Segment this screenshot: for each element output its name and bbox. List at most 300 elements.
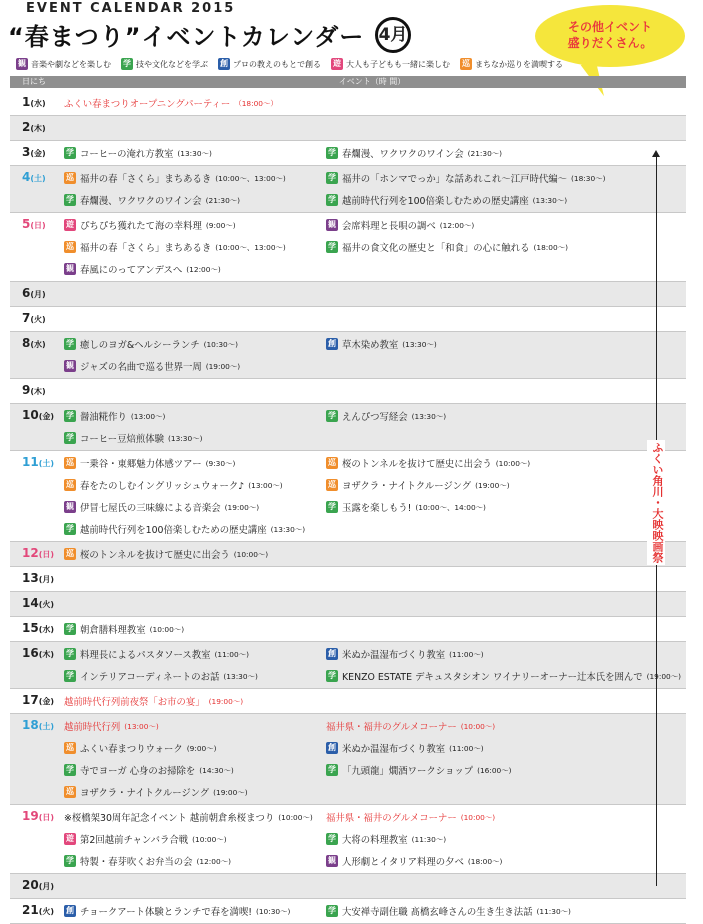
event-item[interactable] <box>58 359 326 373</box>
day-number: 16 <box>22 646 39 660</box>
event-time: (9:00〜) <box>205 220 236 230</box>
event-time: (11:00〜) <box>214 649 249 659</box>
event-category-icon: 観 <box>66 502 74 511</box>
day-cell <box>10 874 58 898</box>
event-name: 越前時代行列を100倍楽しむための歴史講座 <box>342 196 529 207</box>
legend-label: プロの教えのもとで創る <box>233 59 321 69</box>
event-name: KENZO ESTATE デキュスタシオン ワイナリーオーナー辻本氏を囲んで <box>342 672 643 683</box>
event-category-icon: 学 <box>66 856 74 865</box>
event-item[interactable] <box>58 810 326 824</box>
event-time: (13:30〜) <box>270 524 306 534</box>
event-item[interactable] <box>58 456 326 470</box>
day-cell <box>10 567 58 591</box>
event-item[interactable] <box>326 478 510 492</box>
weekday: (木) <box>30 387 46 396</box>
event-category-icon: 学 <box>328 834 336 843</box>
event-category-icon: 学 <box>66 765 74 774</box>
event-item[interactable] <box>326 218 474 232</box>
day-row <box>10 166 686 213</box>
weekday: (水) <box>38 625 55 634</box>
day-number: 11 <box>22 455 39 469</box>
day-row <box>10 141 686 166</box>
event-name: 越前時代行列前夜祭「お市の宴」 <box>64 697 205 708</box>
event-time: (11:30〜) <box>536 906 571 916</box>
event-time: (13:30〜) <box>532 195 568 205</box>
weekday: (土) <box>38 722 55 731</box>
event-time: (19:00〜) <box>224 502 260 512</box>
day-cell <box>10 332 58 378</box>
event-name: 米ぬか温湿布づくり教室 <box>342 650 446 661</box>
event-line <box>58 427 686 449</box>
event-line <box>58 117 686 139</box>
day-cell <box>10 404 58 450</box>
legend-item <box>218 58 321 70</box>
event-name: 玉露を楽しもう! <box>342 503 412 514</box>
weekday: (木) <box>38 650 55 659</box>
event-name: 伊冒七屋氏の三味線による音楽会 <box>80 503 221 514</box>
day-cell <box>10 141 58 165</box>
event-line <box>58 618 686 640</box>
day-row <box>10 874 686 899</box>
legend-item <box>121 58 208 70</box>
event-category-icon: 学 <box>328 242 336 251</box>
side-banner: ふくい角川・大映映画祭 <box>647 440 665 565</box>
event-line <box>58 333 686 355</box>
day-number: 2 <box>22 120 31 134</box>
event-item[interactable] <box>58 478 326 492</box>
event-category-icon: 学 <box>66 649 74 658</box>
event-line <box>58 665 686 687</box>
calendar-supertitle: EVENT CALENDAR 2015 <box>26 1 236 16</box>
event-line <box>58 92 686 114</box>
event-line <box>58 543 686 565</box>
event-calendar <box>10 91 686 924</box>
event-name: 福井の春「さくら」まちあるき <box>80 174 212 185</box>
event-time: (10:00〜) <box>149 624 185 634</box>
event-line <box>58 806 686 828</box>
event-item[interactable] <box>58 262 326 276</box>
event-item[interactable] <box>58 785 326 799</box>
event-time: (11:30〜) <box>411 834 447 844</box>
event-time: (10:00〜) <box>460 812 496 822</box>
event-line <box>58 380 686 402</box>
legend-label: 大人も子どもも一緒に楽しむ <box>346 59 450 69</box>
event-time: (12:00〜) <box>196 856 231 866</box>
event-line <box>58 355 686 377</box>
day-row <box>10 899 686 924</box>
day-row <box>10 542 686 567</box>
category-icon: 観 <box>18 59 26 68</box>
weekday: (水) <box>30 99 46 108</box>
event-category-icon: 創 <box>328 649 336 658</box>
event-name: 人形劇とイタリア料理の夕べ <box>342 857 464 868</box>
day-row <box>10 567 686 592</box>
day-cell <box>10 592 58 616</box>
event-name: 福井県・福井のグルメコーナー <box>326 722 457 733</box>
event-item[interactable] <box>326 456 530 470</box>
event-item[interactable] <box>326 337 437 351</box>
event-line <box>58 875 686 897</box>
category-icon: 遊 <box>333 59 341 68</box>
event-item[interactable] <box>58 146 326 160</box>
event-item[interactable] <box>326 500 486 514</box>
event-item[interactable] <box>58 431 326 445</box>
event-name: 福井の食文化の歴史と「和食」の心に触れる <box>342 243 530 254</box>
legend-label: まちなか巡りを満喫する <box>475 59 563 69</box>
weekday: (金) <box>38 412 55 421</box>
day-cell <box>10 166 58 212</box>
legend-item <box>331 58 450 70</box>
event-time: (19:00〜) <box>646 671 682 681</box>
event-time: (11:00〜) <box>449 649 484 659</box>
event-line <box>58 142 686 164</box>
event-category-icon: 学 <box>66 195 74 204</box>
event-line <box>58 900 686 922</box>
event-item[interactable] <box>58 96 326 110</box>
event-name: インテリアコーディネートのお話 <box>80 672 220 683</box>
event-category-icon: 観 <box>66 264 74 273</box>
event-category-icon: 巡 <box>66 173 74 182</box>
day-number: 20 <box>22 878 39 892</box>
event-category-icon: 学 <box>328 765 336 774</box>
event-item[interactable] <box>326 810 495 824</box>
category-icon: 巡 <box>462 59 470 68</box>
festival-period-arrow-icon <box>652 150 660 157</box>
day-row <box>10 592 686 617</box>
day-row <box>10 379 686 404</box>
event-name: 越前時代行列を100倍楽しむための歴史講座 <box>80 525 267 536</box>
event-name: 癒しのヨガ&ヘルシーランチ <box>80 340 200 351</box>
category-icon: 創 <box>220 59 228 68</box>
event-category-icon: 巡 <box>66 743 74 752</box>
event-line <box>58 715 686 737</box>
event-category-icon: 観 <box>328 856 336 865</box>
event-time: (13:00〜) <box>248 480 283 490</box>
day-cell <box>10 307 58 331</box>
event-category-icon: 学 <box>66 433 74 442</box>
event-item[interactable] <box>326 240 568 254</box>
day-number: 12 <box>22 546 39 560</box>
day-number: 3 <box>22 145 31 159</box>
table-header <box>10 76 686 88</box>
day-row <box>10 404 686 451</box>
day-number: 21 <box>22 903 39 917</box>
event-time: (19:00〜) <box>205 361 241 371</box>
event-time: (18:30〜) <box>571 173 606 183</box>
event-item[interactable] <box>58 409 326 423</box>
event-time: (10:30〜) <box>203 339 239 349</box>
event-category-icon: 学 <box>328 195 336 204</box>
event-name: 桜のトンネルを抜けて歴史に出会う <box>342 459 492 470</box>
event-category-icon: 創 <box>66 906 74 915</box>
day-cell <box>10 714 58 804</box>
event-time: (12:00〜) <box>439 220 475 230</box>
event-line <box>58 496 686 518</box>
event-category-icon: 学 <box>66 411 74 420</box>
day-row <box>10 714 686 805</box>
weekday: (月) <box>38 575 55 584</box>
event-time: (16:00〜) <box>477 765 512 775</box>
day-number: 9 <box>22 383 31 397</box>
event-name: 会席料理と長唄の調べ <box>342 221 436 232</box>
event-line <box>58 167 686 189</box>
event-time: (18:00〜) <box>467 856 503 866</box>
day-cell <box>10 542 58 566</box>
page-title: “春まつり”イベントカレンダー <box>8 23 365 51</box>
day-cell <box>10 379 58 403</box>
event-time: (11:00〜) <box>449 743 484 753</box>
event-category-icon: 学 <box>66 524 74 533</box>
event-name: 春風にのってアンデスへ <box>80 265 183 276</box>
day-cell <box>10 899 58 923</box>
event-item[interactable] <box>58 694 326 708</box>
event-item[interactable] <box>326 409 446 423</box>
event-category-icon: 観 <box>66 361 74 370</box>
day-number: 14 <box>22 596 39 610</box>
legend-item <box>460 58 563 70</box>
event-item[interactable] <box>58 547 326 561</box>
event-line <box>58 258 686 280</box>
event-name: 料理長によるパスタソース教室 <box>80 650 211 661</box>
event-name: ぴちぴち獲れたて海の幸料理 <box>80 221 202 232</box>
event-time: (9:00〜) <box>186 743 217 753</box>
event-category-icon: 学 <box>328 148 336 157</box>
event-name: えんぴつ写経会 <box>342 412 408 423</box>
event-time: (10:00〜) <box>233 549 269 559</box>
event-time: (13:00〜) <box>124 721 159 731</box>
event-time: (21:30〜) <box>205 195 241 205</box>
event-line <box>58 405 686 427</box>
weekday: (月) <box>38 882 55 891</box>
category-icon: 学 <box>123 59 131 68</box>
event-time: (10:00〜、13:00〜) <box>215 242 286 252</box>
legend-label: 技や文化などを学ぶ <box>136 59 208 69</box>
event-time: (19:00〜) <box>208 696 244 706</box>
weekday: (火) <box>38 907 55 916</box>
event-line <box>58 828 686 850</box>
day-cell <box>10 617 58 641</box>
weekday: (火) <box>38 600 55 609</box>
event-category-icon: 巡 <box>66 480 74 489</box>
event-category-icon: 巡 <box>66 787 74 796</box>
event-line <box>58 850 686 872</box>
event-time: (19:00〜) <box>475 480 510 490</box>
event-item[interactable] <box>326 854 502 868</box>
event-category-icon: 学 <box>328 502 336 511</box>
event-item[interactable] <box>326 669 681 683</box>
event-line <box>58 643 686 665</box>
day-number: 4 <box>22 170 31 184</box>
event-line <box>58 593 686 615</box>
event-time: (13:30〜) <box>177 148 212 158</box>
legend-item <box>16 58 111 70</box>
event-name: 春をたのしむイングリッシュウォーク♪ <box>80 481 245 492</box>
event-name: 春爛漫、ワクワクのワイン会 <box>342 149 464 160</box>
event-item[interactable] <box>58 741 326 755</box>
event-time: (10:00〜、13:00〜) <box>215 173 286 183</box>
event-name: 米ぬか温湿布づくり教室 <box>342 744 446 755</box>
event-category-icon: 学 <box>328 906 336 915</box>
event-item[interactable] <box>58 193 326 207</box>
weekday: (土) <box>38 459 55 468</box>
day-number: 5 <box>22 217 31 231</box>
event-item[interactable] <box>58 647 326 661</box>
event-line <box>58 568 686 590</box>
event-line <box>58 236 686 258</box>
weekday: (日) <box>38 550 55 559</box>
event-item[interactable] <box>58 854 326 868</box>
event-time: (10:00〜) <box>192 834 227 844</box>
weekday: (日) <box>38 813 55 822</box>
bubble-line-2: 盛りだくさん。 <box>567 36 653 50</box>
day-row <box>10 213 686 282</box>
event-name: 大安禅寺副住職 髙橋玄峰さんの生き生き法話 <box>342 907 533 918</box>
event-name: コーヒーの淹れ方教室 <box>80 149 174 160</box>
weekday: (日) <box>30 221 46 230</box>
event-name: 春爛漫、ワクワクのワイン会 <box>80 196 202 207</box>
event-name: 福井の「ホンマでっか」な話あれこれ〜江戸時代編〜 <box>342 174 568 185</box>
event-line <box>58 759 686 781</box>
event-item[interactable] <box>58 669 326 683</box>
event-line <box>58 474 686 496</box>
event-name: 草木染め教室 <box>342 340 399 351</box>
event-category-icon: 巡 <box>328 458 336 467</box>
event-time: (19:00〜) <box>213 787 248 797</box>
event-line <box>58 214 686 236</box>
day-row <box>10 451 686 542</box>
event-name: ヨザクラ・ナイトクルージング <box>342 481 472 492</box>
event-line <box>58 518 686 540</box>
event-category-icon: 巡 <box>66 458 74 467</box>
event-time: (10:00〜) <box>460 721 496 731</box>
event-item[interactable] <box>326 719 495 733</box>
event-item[interactable] <box>326 904 571 918</box>
event-name: 福井の春「さくら」まちあるき <box>80 243 212 254</box>
event-category-icon: 巡 <box>66 549 74 558</box>
day-row <box>10 116 686 141</box>
event-name: 「九頭龍」燗酒ワークショップ <box>342 766 474 777</box>
event-item[interactable] <box>58 522 305 536</box>
weekday: (水) <box>30 340 46 349</box>
event-category-icon: 巡 <box>66 242 74 251</box>
day-number: 8 <box>22 336 31 350</box>
event-category-icon: 遊 <box>66 220 74 229</box>
bubble-line-1: その他イベント <box>567 20 652 34</box>
event-item[interactable] <box>58 171 326 185</box>
date-column-header: 日にち <box>22 77 46 86</box>
event-line <box>58 781 686 803</box>
event-item[interactable] <box>58 763 326 777</box>
event-item[interactable] <box>58 500 326 514</box>
day-number: 17 <box>22 693 39 707</box>
event-time: (10:30〜) <box>255 906 291 916</box>
event-item[interactable] <box>58 240 326 254</box>
day-number: 10 <box>22 408 39 422</box>
event-name: ふくい春まつりウォーク <box>80 744 183 755</box>
day-cell <box>10 91 58 115</box>
day-number: 6 <box>22 286 31 300</box>
day-row <box>10 805 686 874</box>
event-column-header: イベント（時 間） <box>338 77 406 86</box>
month-badge: 4月 <box>375 17 411 53</box>
event-category-icon: 学 <box>328 411 336 420</box>
event-item[interactable] <box>58 832 326 846</box>
event-item[interactable] <box>326 647 484 661</box>
event-name: 大将の料理教室 <box>342 835 408 846</box>
event-item[interactable] <box>58 622 326 636</box>
weekday: (土) <box>30 174 46 183</box>
day-row <box>10 332 686 379</box>
event-item[interactable] <box>58 218 326 232</box>
event-category-icon: 学 <box>66 624 74 633</box>
day-cell <box>10 116 58 140</box>
event-category-icon: 遊 <box>66 834 74 843</box>
event-name: 第2回越前チャンバラ合戦 <box>80 835 189 846</box>
event-time: (14:30〜) <box>199 765 234 775</box>
day-row <box>10 689 686 714</box>
day-row <box>10 91 686 116</box>
day-row <box>10 642 686 689</box>
event-time: (21:30〜) <box>467 148 503 158</box>
event-line <box>58 308 686 330</box>
day-number: 7 <box>22 311 31 325</box>
event-item[interactable] <box>58 904 326 918</box>
day-number: 19 <box>22 809 39 823</box>
event-line <box>58 690 686 712</box>
event-item[interactable] <box>326 763 512 777</box>
event-time: (13:30〜) <box>168 433 203 443</box>
event-name: コーヒー豆焙煎体験 <box>80 434 165 445</box>
event-line <box>58 283 686 305</box>
event-item[interactable] <box>326 832 446 846</box>
event-time: (10:00〜、14:00〜) <box>415 502 486 512</box>
event-item[interactable] <box>58 337 326 351</box>
event-time: (13:30〜) <box>411 411 447 421</box>
event-name: ※桜橋架30周年記念イベント 越前朝倉糸桜まつり <box>64 813 275 824</box>
event-name: ヨザクラ・ナイトクルージング <box>80 788 210 799</box>
event-item[interactable] <box>326 171 605 185</box>
event-category-icon: 観 <box>328 220 336 229</box>
day-cell <box>10 282 58 306</box>
event-time: (18:00〜) <box>533 242 568 252</box>
event-name: 桜のトンネルを抜けて歴史に出会う <box>80 550 230 561</box>
event-time: (10:00〜) <box>278 812 313 822</box>
event-item[interactable] <box>58 719 326 733</box>
event-line <box>58 189 686 211</box>
event-category-icon: 学 <box>328 173 336 182</box>
day-number: 15 <box>22 621 39 635</box>
event-category-icon: 学 <box>328 671 336 680</box>
weekday: (金) <box>30 149 46 158</box>
event-name: 朝倉膳料理教室 <box>80 625 146 636</box>
event-category-icon: 学 <box>66 339 74 348</box>
event-item[interactable] <box>326 146 502 160</box>
event-category-icon: 学 <box>66 148 74 157</box>
event-name: 醤油糀作り <box>80 412 127 423</box>
event-item[interactable] <box>326 741 484 755</box>
event-name: チョークアート体験とランチで春を満喫! <box>80 907 252 918</box>
day-number: 1 <box>22 95 31 109</box>
weekday: (木) <box>30 124 46 133</box>
event-line <box>58 452 686 474</box>
event-time: (13:30〜) <box>223 671 258 681</box>
day-cell <box>10 689 58 713</box>
event-time: （18:00〜） <box>234 98 278 108</box>
day-row <box>10 307 686 332</box>
event-item[interactable] <box>326 193 567 207</box>
event-name: 寺でヨーガ 心身のお掃除を <box>80 766 196 777</box>
event-line <box>58 737 686 759</box>
